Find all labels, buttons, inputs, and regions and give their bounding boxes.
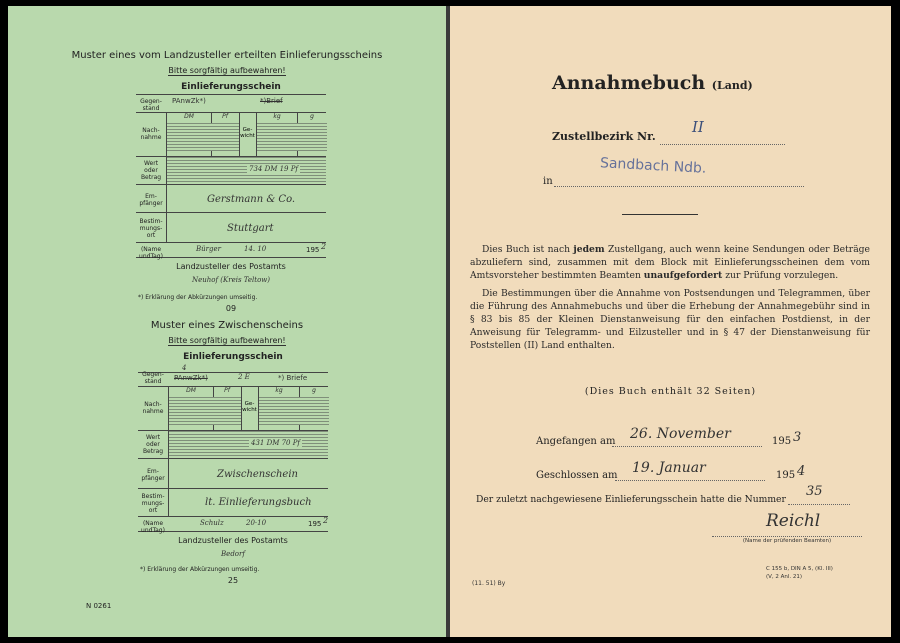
bezirk-line xyxy=(660,144,785,145)
year2: 195 xyxy=(308,520,322,528)
wert-value: 734 DM 19 Pf xyxy=(249,165,299,173)
keep-note-2-text: Bitte sorgfältig aufbewahren! xyxy=(168,336,286,345)
row-gegenstand xyxy=(136,94,326,113)
stamp-place: Sandbach Ndb. xyxy=(599,155,707,177)
footnote-2: *) Erklärung der Abkürzungen umseitig. xyxy=(140,566,260,573)
dm-hatch xyxy=(167,123,211,151)
row2-nachnahme xyxy=(138,386,328,431)
bezirk-label: Zustellbezirk Nr. xyxy=(552,130,656,143)
code-line-b: (V, 2 Anl. 21) xyxy=(766,574,803,580)
book-title-suffix: (Land) xyxy=(711,79,753,92)
col2-pf: Pf xyxy=(224,387,230,394)
bezirk-value: II xyxy=(692,118,704,136)
name1: Bürger xyxy=(196,245,221,253)
dm2-cell xyxy=(169,387,214,431)
wert2-value: 431 DM 70 Pf xyxy=(251,439,301,447)
last-receipt-line xyxy=(788,504,850,505)
row2-bestimmungsort xyxy=(138,488,328,517)
closed-year-digit: 4 xyxy=(797,464,806,479)
form-title-2: Einlieferungsschein xyxy=(183,352,283,362)
footnote-1: *) Erklärung der Abkürzungen umseitig. xyxy=(138,294,258,301)
row-nachnahme xyxy=(136,112,326,157)
in-line xyxy=(554,186,804,187)
started-value: 26. November xyxy=(630,426,731,442)
divider-rule xyxy=(622,214,698,215)
kg2-hatch xyxy=(259,397,299,425)
label2-nachnahme: Nach- nahme xyxy=(142,401,164,415)
gegenstand-brief: *)Brief xyxy=(260,97,283,105)
para1-e: zur Prüfung vorzulegen. xyxy=(722,270,839,281)
started-year: 195 xyxy=(772,436,792,447)
para1-c: Zustellgang, auch wenn keine Sendungen oder Beträge abzuliefern sind, zusammen mit dem Block mit Einlieferungsscheinen dem vom Amtsvorsteher bestimmten Beamten xyxy=(470,244,870,281)
code-line-a: C 155 b, DIN A 5, (Kl. III) xyxy=(766,566,833,572)
closed-year: 195 xyxy=(776,470,796,481)
year2-digit: 2 xyxy=(323,516,329,525)
gegenstand2-text: PAnwZk*) xyxy=(174,374,208,382)
col-kg: kg xyxy=(273,113,281,120)
kg-hatch xyxy=(257,123,297,151)
label2-wert: Wert oder Betrag xyxy=(142,434,164,455)
label-nachnahme: Nach- nahme xyxy=(140,127,162,141)
print-note: (11. 51) By xyxy=(472,580,506,587)
dm2-hatch xyxy=(169,397,213,425)
empfaenger2-box xyxy=(168,459,328,489)
sample-title-2: Muster eines Zwischenscheins xyxy=(150,320,304,331)
wert-box xyxy=(166,157,326,185)
bestimmungsort-value: Stuttgart xyxy=(227,223,274,234)
bestimmungsort-box xyxy=(166,213,326,243)
postamt-value-2: Bedorf xyxy=(221,550,245,558)
kg-cell xyxy=(257,113,298,157)
label-empfaenger: Em- pfänger xyxy=(139,193,163,207)
row2-wert xyxy=(138,430,328,459)
paragraph-2: Die Bestimmungen über die Annahme von Postsendungen und Telegrammen, über die Führung des Annahmebuchs und über die Erhebung der Annahmegebühr sind in § 83 bis 85 der Kleinen Dienstanweisung für den einfachen Postdienst, in der Anweisung für Telegramm- und Eilzusteller und in § 47 der Dienstanweisung für Poststellen (II) Land enthalten. xyxy=(470,288,870,351)
row-bestimmungsort xyxy=(136,212,326,243)
left-page-green xyxy=(8,6,446,637)
signature-caption: (Name der prüfenden Beamten) xyxy=(742,538,832,544)
bestimmungsort2-value: lt. Einlieferungsbuch xyxy=(205,497,312,508)
row-wert xyxy=(136,156,326,185)
keep-note-1 xyxy=(8,66,446,75)
g-hatch xyxy=(297,123,327,151)
para1-b: jedem xyxy=(573,244,605,255)
nachnahme-grid xyxy=(166,113,326,157)
g2-cell xyxy=(299,387,329,431)
pf-cell xyxy=(211,113,240,157)
signature-line xyxy=(712,536,862,537)
row2-name-tag xyxy=(138,516,328,532)
gegenstand2-num: 4 xyxy=(182,364,187,372)
nachnahme2-grid xyxy=(168,387,328,431)
page-number-1: 09 xyxy=(225,304,237,313)
last-receipt-label: Der zuletzt nachgewiesene Einlieferungsschein hatte die Nummer xyxy=(476,494,786,505)
started-line xyxy=(612,446,762,447)
g-cell xyxy=(297,113,327,157)
label-gegenstand: Gegen- stand xyxy=(140,98,162,112)
right-page-cover xyxy=(450,6,891,637)
gegenstand-text: PAnwZk*) xyxy=(172,97,206,105)
gegenstand2-mid: 2 E xyxy=(238,373,250,381)
receipt-form-1 xyxy=(136,94,327,260)
book-title-text: Annahmebuch xyxy=(552,72,706,94)
label-wert: Wert oder Betrag xyxy=(140,160,162,181)
year1: 195 xyxy=(306,246,320,254)
page-number-2: 25 xyxy=(227,576,239,585)
year1-digit: 2 xyxy=(321,242,327,251)
pf2-cell xyxy=(213,387,242,431)
dm-cell xyxy=(167,113,212,157)
in-label: in xyxy=(543,176,553,187)
paragraph-1 xyxy=(470,243,870,282)
keep-note-2 xyxy=(8,336,446,345)
label-nametag: (Name undTag) xyxy=(139,246,163,260)
col-pf: Pf xyxy=(222,113,228,120)
postamt-label-2: Landzusteller des Postamts xyxy=(178,536,288,545)
pages-note: (Dies Buch enthält 32 Seiten) xyxy=(584,386,757,397)
pf2-hatch xyxy=(213,397,241,425)
col2-dm: DM xyxy=(186,387,196,394)
label2-nametag: (Name undTag) xyxy=(141,520,165,534)
started-label: Angefangen am xyxy=(536,436,616,447)
col-g: g xyxy=(310,113,314,120)
para1-d: unaufgefordert xyxy=(643,270,723,281)
pf-hatch xyxy=(211,123,239,151)
sample-title-1: Muster eines vom Landzusteller erteilten Einlieferungsscheins xyxy=(71,50,383,61)
col2-kg: kg xyxy=(275,387,283,394)
row-name-tag xyxy=(136,242,326,258)
row-empfaenger xyxy=(136,184,326,213)
closed-label: Geschlossen am xyxy=(536,470,618,481)
row2-empfaenger xyxy=(138,458,328,489)
postamt-value-1: Neuhof (Kreis Teltow) xyxy=(191,276,271,284)
closed-line xyxy=(615,480,765,481)
bestimmungsort2-box xyxy=(168,489,328,517)
last-receipt-value: 35 xyxy=(806,484,823,499)
form-number: N 0261 xyxy=(86,602,112,610)
closed-value: 19. Januar xyxy=(632,460,706,476)
inspector-signature: Reichl xyxy=(766,511,821,531)
keep-note-1-text: Bitte sorgfältig aufbewahren! xyxy=(168,66,286,75)
label2-gegenstand: Gegen- stand xyxy=(142,371,164,385)
g2-hatch xyxy=(299,397,329,425)
col-dm: DM xyxy=(184,113,194,120)
empfaenger-box xyxy=(166,185,326,213)
name2: Schulz xyxy=(200,519,224,527)
empfaenger-value: Gerstmann & Co. xyxy=(207,194,296,205)
date1: 14. 10 xyxy=(244,245,267,253)
row2-gegenstand xyxy=(138,372,328,387)
label2-empfaenger: Em- pfänger xyxy=(141,468,165,482)
kg2-cell xyxy=(259,387,300,431)
date2: 20·10 xyxy=(246,519,267,527)
receipt-form-2 xyxy=(138,364,329,534)
empfaenger2-value: Zwischenschein xyxy=(217,469,298,480)
col2-gewicht: Ge- wicht xyxy=(241,387,259,431)
col2-g: g xyxy=(312,387,316,394)
postamt-label-1: Landzusteller des Postamts xyxy=(176,262,286,271)
label2-bestimmungsort: Bestim- mungs- ort xyxy=(141,493,165,514)
col-gewicht: Ge- wicht xyxy=(239,113,257,157)
started-year-digit: 3 xyxy=(793,430,802,445)
book-title xyxy=(552,72,753,94)
gegenstand2-brief: *) Briefe xyxy=(278,374,308,382)
label-bestimmungsort: Bestim- mungs- ort xyxy=(139,218,163,239)
para1-a: Dies Buch ist nach xyxy=(482,244,574,255)
wert2-box xyxy=(168,431,328,459)
form-title-1: Einlieferungsschein xyxy=(181,82,281,92)
